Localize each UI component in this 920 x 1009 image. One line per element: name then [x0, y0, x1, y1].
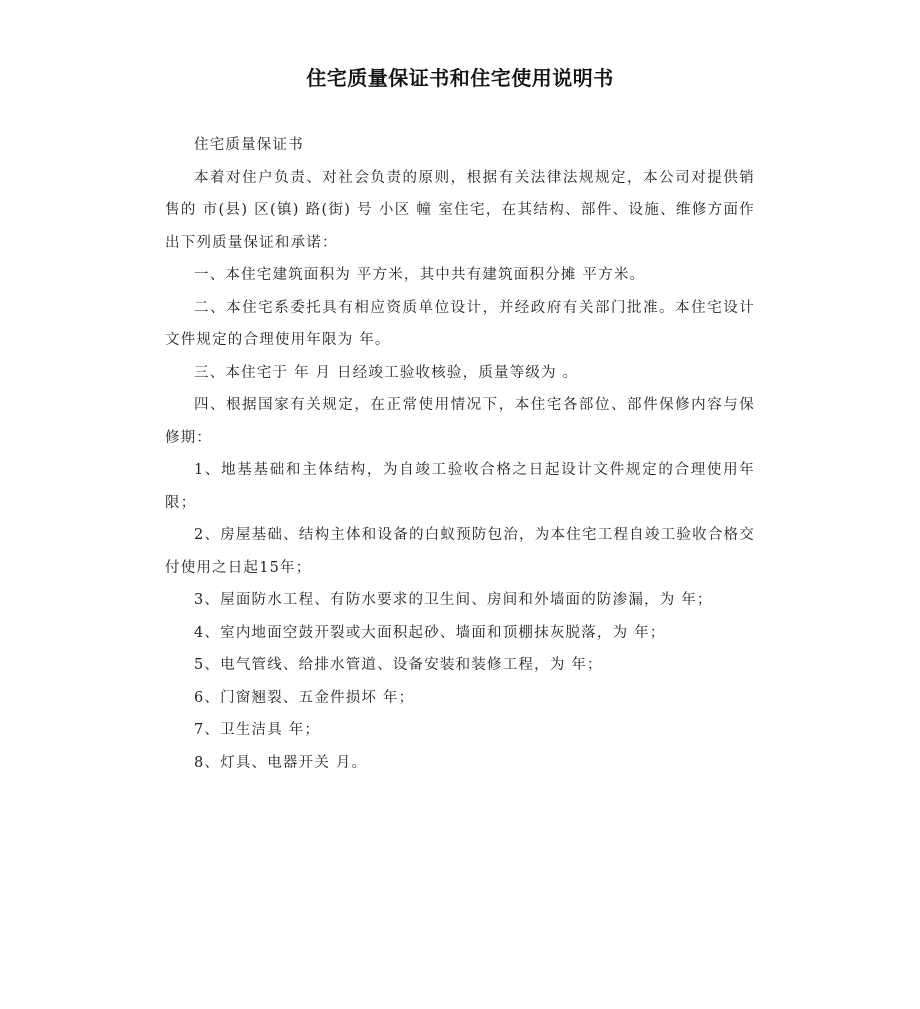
intro-paragraph: 本着对住户负责、对社会负责的原则，根据有关法律法规规定，本公司对提供销售的 市(县) 区(镇) 路(街) 号 小区 幢 室住宅，在其结构、部件、设施、维修方面作出下列质量保证和承诺：: [165, 169, 755, 251]
section-heading: 住宅质量保证书: [194, 137, 304, 153]
document-title: 住宅质量保证书和住宅使用说明书: [306, 66, 614, 90]
clause-2-design: 二、本住宅系委托具有相应资质单位设计，并经政府有关部门批准。本住宅设计文件规定的合理使用年限为 年。: [165, 299, 755, 348]
warranty-item-3: 3、屋面防水工程、有防水要求的卫生间、房间和外墙面的防渗漏，为 年；: [194, 592, 713, 608]
warranty-item-2: 2、房屋基础、结构主体和设备的白蚁预防包治，为本住宅工程自竣工验收合格交付使用之日起15年；: [165, 527, 755, 576]
warranty-item-8: 8、灯具、电器开关 月。: [194, 754, 368, 771]
clause-3-acceptance: 三、本住宅于 年 月 日经竣工验收核验，质量等级为 。: [194, 364, 579, 381]
warranty-item-6: 6、门窗翘裂、五金件损坏 年；: [194, 689, 415, 706]
clause-4-warranty: 四、根据国家有关规定，在正常使用情况下，本住宅各部位、部件保修内容与保修期：: [165, 397, 755, 446]
clause-1-area: 一、本住宅建筑面积为 平方米，其中共有建筑面积分摊 平方米。: [194, 267, 646, 283]
document-body: [165, 129, 755, 779]
warranty-item-7: 7、卫生洁具 年；: [194, 722, 321, 738]
warranty-item-5: 5、电气管线、给排水管道、设备安装和装修工程，为 年；: [194, 657, 603, 673]
warranty-item-4: 4、室内地面空鼓开裂或大面积起砂、墙面和顶棚抹灰脱落，为 年；: [194, 624, 666, 641]
warranty-item-1: 1、地基基础和主体结构，为自竣工验收合格之日起设计文件规定的合理使用年限；: [165, 462, 755, 511]
